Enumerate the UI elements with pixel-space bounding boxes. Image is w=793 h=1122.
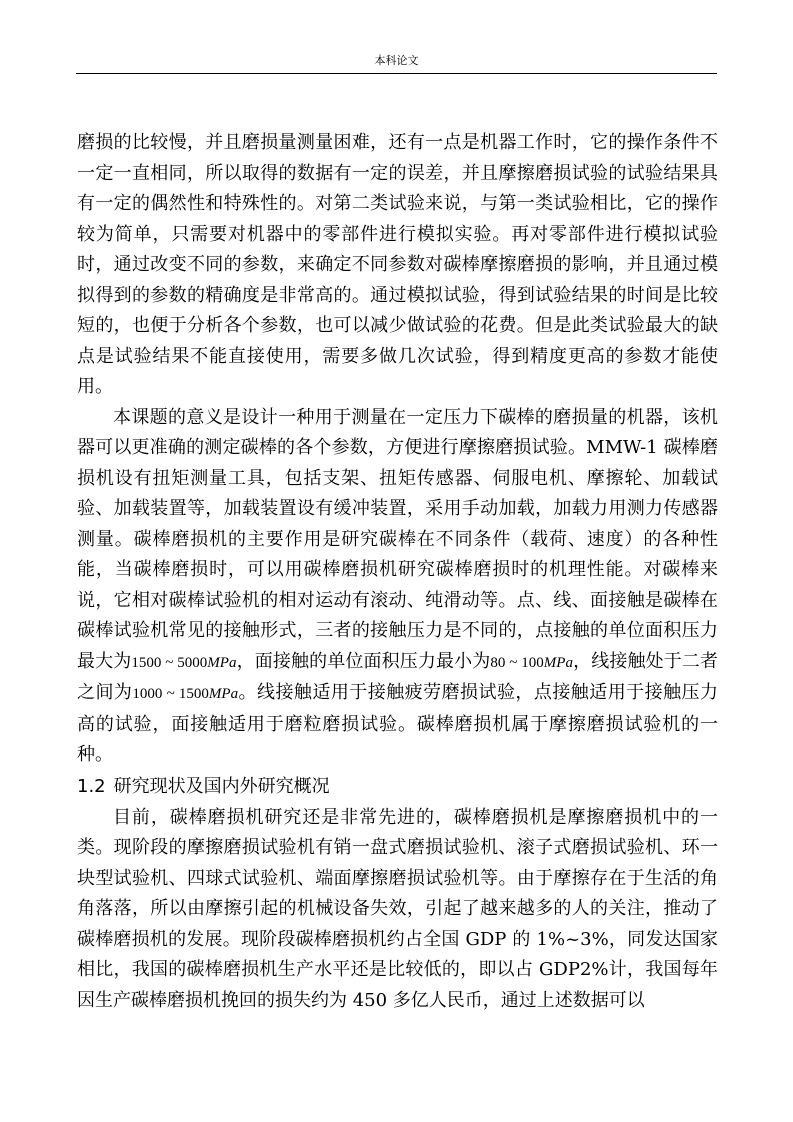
pressure-range-face: [490, 655, 573, 671]
range-line-value: 1000 ~ 1500: [132, 686, 209, 702]
pressure-range-line: [132, 686, 238, 702]
range-point-unit: MPa: [207, 654, 237, 671]
paragraph-3: 目前，碳棒磨损机研究还是非常先进的，碳棒磨损机是摩擦磨损机中的一类。现阶段的摩擦磨损试验机有销一盘式磨损试验机、滚子式磨损试验机、环一块型试验机、四球式试验机、端面摩擦磨损试验机等。由于摩擦存在于生活的角角落落，所以由摩擦引起的机械设备失效，引起了越来越多的人的关注，推动了碳棒磨损机的发展。现阶段碳棒磨损机约占全国 GDP 的 1%~3%，同发达国家相比，我国的碳棒磨损机生产水平还是比较低的，即以占 GDP2%计，我国每年因生产碳棒磨损机挽回的损失约为 450 多亿人民币，通过上述数据可以: [77, 806, 718, 1011]
document-body: [77, 128, 718, 1016]
page-header: [76, 53, 717, 69]
range-face-unit: MPa: [543, 654, 573, 671]
paragraph-2-part-2: ，面接触的单位面积压力最小为: [236, 650, 491, 672]
range-face-value: 80 ~ 100: [490, 654, 544, 671]
range-point-value: 1500 ~ 5000: [131, 654, 208, 671]
section-title: 研究现状及国内外研究概况: [113, 775, 330, 797]
pressure-range-point: [131, 655, 236, 671]
range-line-unit: MPa: [208, 686, 239, 702]
section-heading: [77, 771, 718, 803]
paragraph-2-part-3: ，线接触处于二者之间为: [77, 650, 719, 703]
header-rule: [76, 73, 717, 74]
header-title: 本科论文: [374, 54, 419, 67]
paragraph-2-part-1: 本课题的意义是设计一种用于测量在一定压力下碳棒的磨损量的机器，该机器可以更准确的测定碳棒的各个参数，方便进行摩擦磨损试验。MMW-1 碳棒磨损机设有扭矩测量工具，包括支架、扭矩传感器、伺服电机、摩擦轮、加载试验、加载装置等，加载装置设有缓冲装置，采用手动加载，加载力用测力传感器测量。碳棒磨损机的主要作用是研究碳棒在不同条件（载荷、速度）的各种性能，当碳棒磨损时，可以用碳棒磨损机研究碳棒磨损时的机理性能。对碳棒来说，它相对碳棒试验机的相对运动有滚动、纯滑动等。点、线、面接触是碳棒在碳棒试验机常见的接触形式，三者的接触压力是不同的，点接触的单位面积压力最大为: [77, 406, 718, 672]
paragraph-2: [77, 403, 718, 771]
paragraph-2-part-4: 。线接触适用于接触疲劳磨损试验，点接触适用于接触压力高的试验，面接触适用于磨粒磨损试验。碳棒磨损机属于摩擦磨损试验机的一种。: [77, 682, 719, 765]
section-number: 1.2: [77, 775, 106, 797]
paragraph-1: 磨损的比较慢，并且磨损量测量困难，还有一点是机器工作时，它的操作条件不一定一直相同，所以取得的数据有一定的误差，并且摩擦磨损试验的试验结果具有一定的偶然性和特殊性的。对第二类试验来说，与第一类试验相比，它的操作较为简单，只需要对机器中的零部件进行模拟实验。再对零部件进行模拟试验时，通过改变不同的参数，来确定不同参数对碳棒摩擦磨损的影响，并且通过模拟得到的参数的精确度是非常高的。通过模拟试验，得到试验结果的时间是比较短的，也便于分析各个参数，也可以减少做试验的花费。但是此类试验最大的缺点是试验结果不能直接使用，需要多做几次试验，得到精度更高的参数才能使用。: [77, 132, 718, 397]
